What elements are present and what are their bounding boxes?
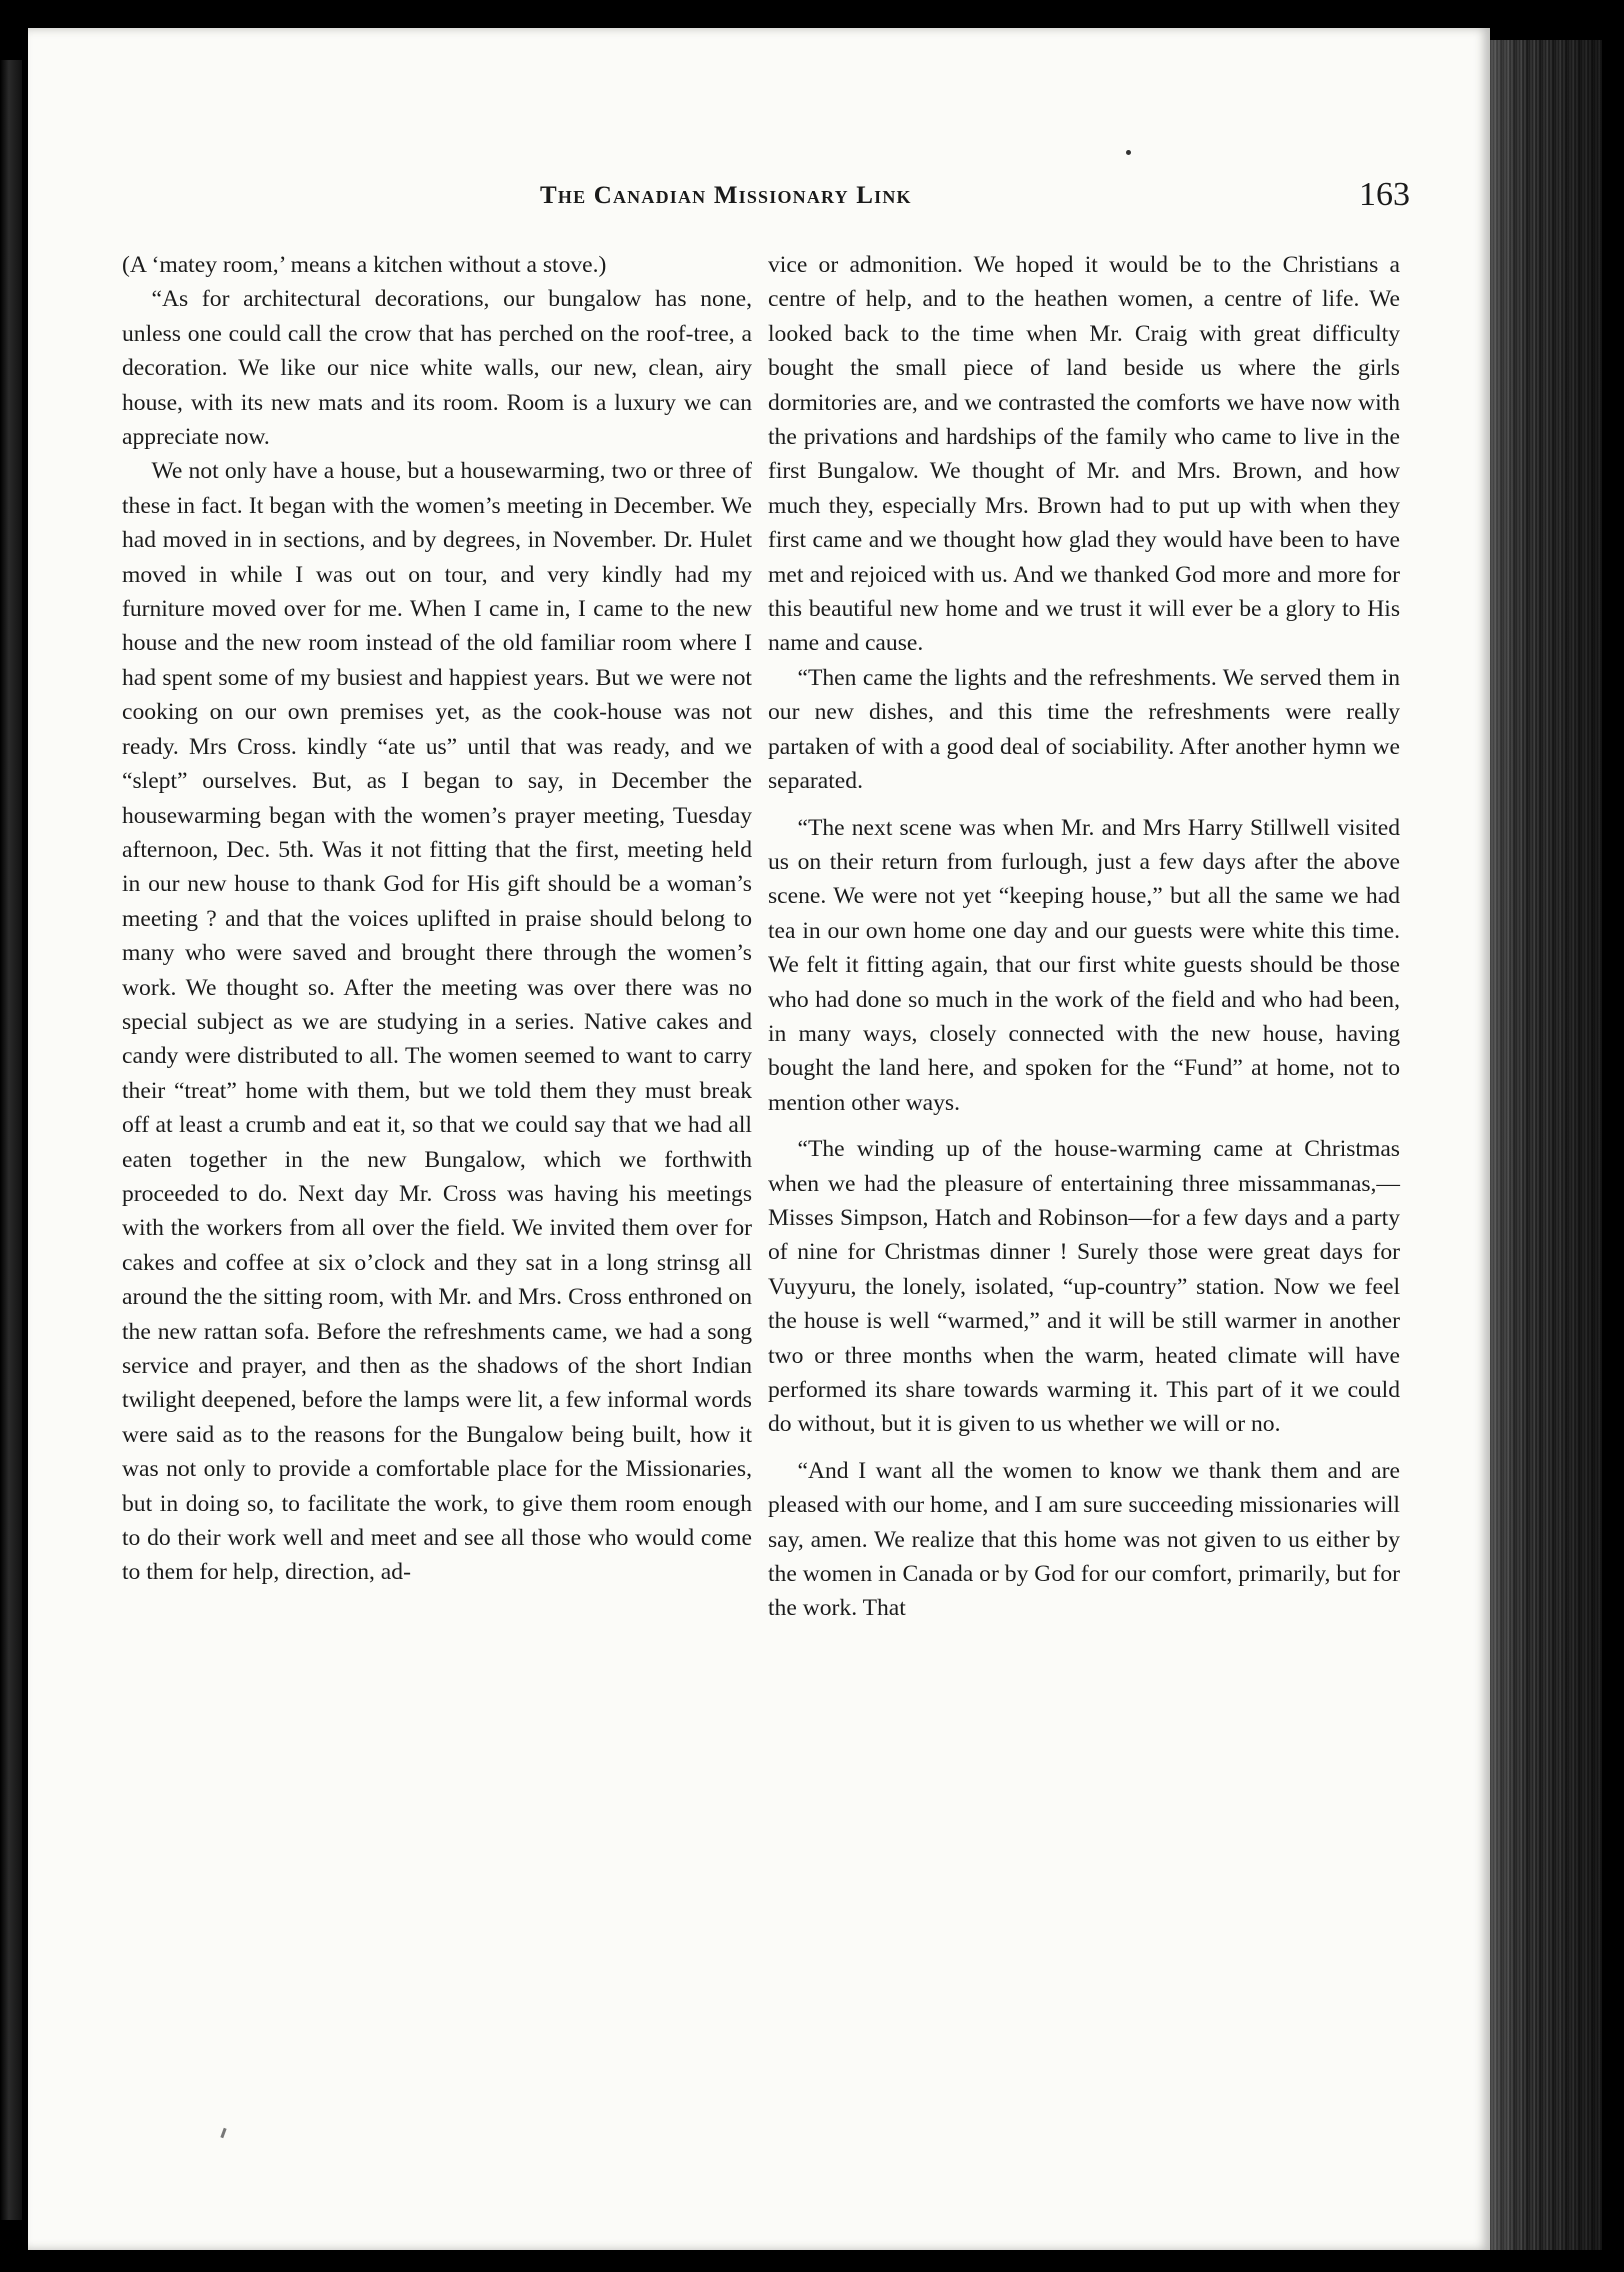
paragraph: “Then came the lights and the refreshments. We served them in our new dishes, and this time the refreshments were really partaken of with a good deal of sociability. After another hymn we separated. [768,664,1400,795]
page-edges-shadow [1490,40,1602,2250]
running-title: The Canadian Missionary Link [540,182,912,209]
paragraph: “The next scene was when Mr. and Mrs Harry Stillwell visited us on their return from furlough, just a few days after the above scene. We were not yet “keeping house,” but all the same we had tea in our own home one day and our guests were white this time. We felt it fitting again, that our first white guests should be those who had done so much in the work of the field and who had been, in many ways, closely connected with the new house, having bought the land here, and spoken for the “Fund” at home, not to mention other ways. [768,814,1400,1116]
page-number: 163 [1359,176,1410,213]
paragraph: “And I want all the women to know we thank them and are pleased with our home, and I am sure succeeding missionaries will say, amen. We realize that this home was not given to us either by the women in Canada or by God for our comfort, primarily, but for the work. That [768,1457,1400,1622]
paragraph: We not only have a house, but a housewarming, two or three of these in fact. It began with the women’s meeting in December. We had moved in in sections, and by degrees, in November. Dr. Hulet moved in while I was out on tour, and very kindly had my furniture moved over for me. When I came in, I came to the new house and the new room instead of the old familiar room where I had spent some of my busiest and happiest years. But we were not cooking on our own premises yet, as the cook-house was not ready. Mrs Cross. kindly “ate us” until that was ready, and we “slept” ourselves. But, as I began to say, in December the housewarming began with the women’s prayer meeting, Tuesday afternoon, Dec. 5th. Was it not fitting that the first, meeting held in our new house to thank God for His gift should be a woman’s meeting ? and that the voices uplifted in praise should belong to many who were saved and brought there through the women’s work. We thought so. After the meeting was over there was no special subject as we are studying in a series. Native cakes and candy were distributed to all. The women seemed to want to carry their “treat” home with them, but we told them they must break off at least a crumb and eat it, so that we could say that we had all eaten together in the new Bungalow, which we forthwith proceeded to do. Next day Mr. Cross was having his meetings with the workers from all over the field. We invited them over for cakes and coffee at six o’clock and they sat in a long strinsg all around the the sitting room, with Mr. and Mrs. Cross enthroned on the new rattan sofa. Before the refreshments came, we had a song service and prayer, and then as the shadows of the short Indian twilight deepened, before the lamps were lit, a few informal words were said as to the reasons for the Bungalow being built, how it was not only to provide a comfortable place for the Missionaries, but in doing so, to facilitate the work, to give them room enough to do their work well and meet and see all those who would come to them for help, direction, ad- [122,458,752,1586]
paragraph: (A ‘matey room,’ means a kitchen without a stove.) [122,252,607,278]
running-head [120,176,1410,222]
paragraph: “The winding up of the house-warming came at Christmas when we had the pleasure of entertaining three missammanas,—Misses Simpson, Hatch and Robinson—for a few days and a party of nine for Christmas dinner ! Surely those were great days for Vuyyuru, the lonely, isolated, “up-country” station. Now we feel the house is well “warmed,” and it will be still warmer in another two or three months when the warm, heated climate will have performed its share towards warming it. This part of it we could do without, but it is given to us whether we will or no. [768,1136,1400,1438]
ink-dot [1126,150,1131,155]
paragraph: “As for architectural decorations, our bungalow has none, unless one could call the crow that has perched on the roof-tree, a decoration. We like our nice white walls, our new, clean, airy house, with its new mats and its room. Room is a luxury we can appreciate now. [122,286,752,451]
left-column [122,248,752,1590]
right-column [768,248,1400,1626]
book-binding-left [0,60,22,2220]
paragraph: vice or admonition. We hoped it would be to the Christians a centre of help, and to the heathen women, a centre of life. We looked back to the time when Mr. Craig with great difficulty bought the small piece of land beside us where the girls dormitories are, and we contrasted the comforts we have now with the privations and hardships of the family who came to live in the first Bungalow. We thought of Mr. and Mrs. Brown, and how much they, especially Mrs. Brown had to put up with when they first came and we thought how glad they would have been to have met and rejoiced with us. And we thanked God more and more for this beautiful new home and we trust it will ever be a glory to His name and cause. [768,252,1400,657]
